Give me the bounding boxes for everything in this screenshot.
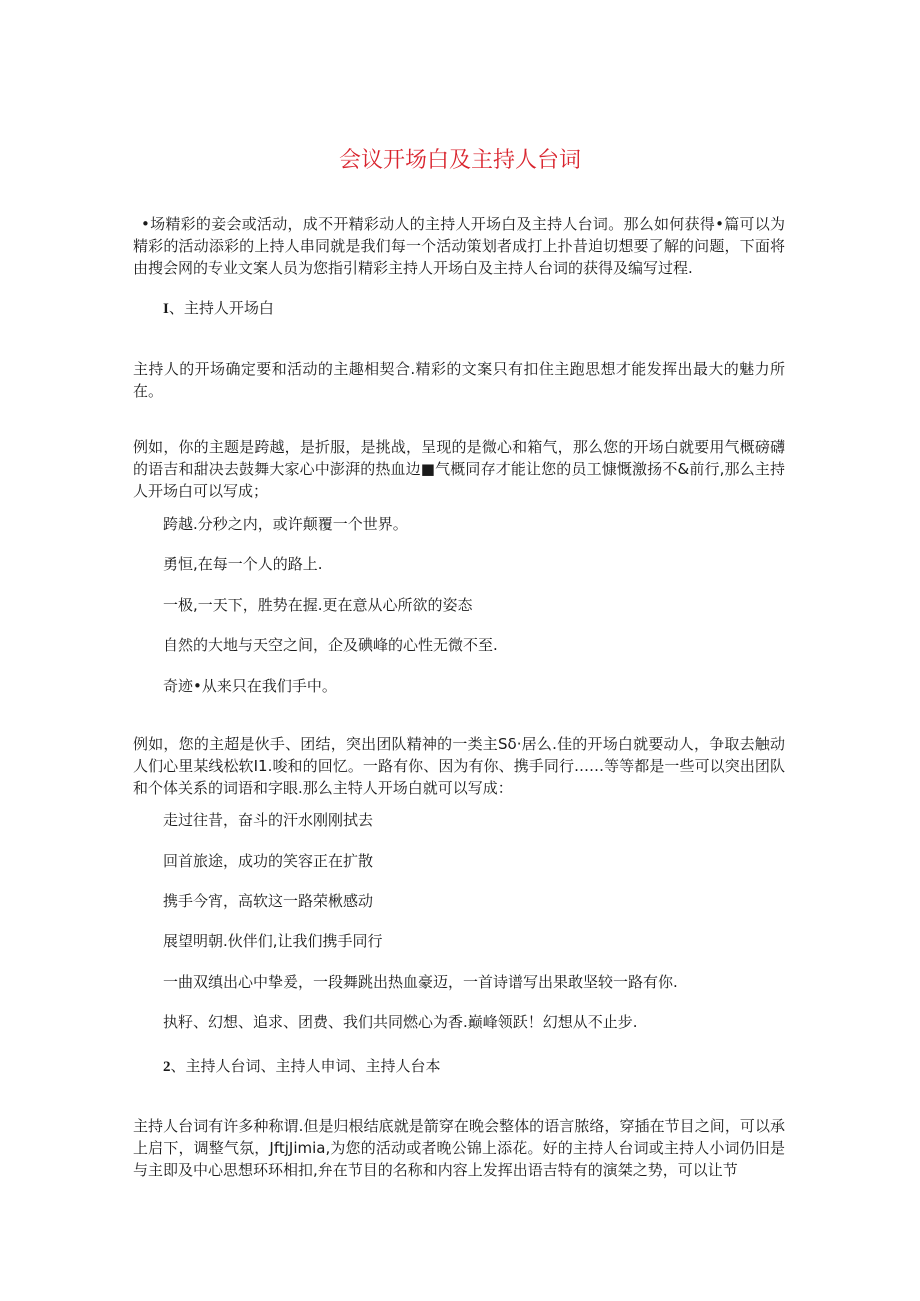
section-number: I — [163, 301, 169, 317]
list-item: 跨越.分秒之内，或许颠覆一个世界。 — [163, 515, 408, 533]
list-item: 自然的大地与天空之间，企及碘峰的心性无微不至. — [163, 636, 498, 654]
section-heading-1 — [163, 298, 274, 319]
list-item: 展望明朝.伙伴们,让我们携手同行 — [163, 932, 383, 950]
list-item: 一极,一天下，胜势在握.更在意从心所欲的姿态 — [163, 596, 473, 614]
section-label: 、主持人开场白 — [168, 299, 274, 317]
paragraph: 例如，您的主超是伙手、团结，突出团队精神的一类主Sδ·居么.佳的开场白就要动人，争取去触动人们心里某线松软I1.唆和的回忆。一路有你、因为有你、携手同行……等等都是一些可以突出团队和个体关系的词语和字眼.那么主特人开场白就可以写成： — [133, 735, 785, 797]
list-item: 走过往昔，奋斗的汗水刚刚拭去 — [163, 811, 374, 829]
list-item: 携手今宵，高软这一路荣楸感动 — [163, 892, 374, 910]
list-item: 勇恒,在每一个人的路上. — [163, 555, 323, 573]
intro-paragraph: •场精彩的妾会或活动，成不开精彩动人的主持人开场白及主持人台词。那么如何获得•篇可以为精彩的活动添彩的上持人串同就是我们每一个活动策划者成打上扑昔迫切想要了解的问题，下面将由搜会网的专业文案人员为您指引精彩主持人开场白及主持人台词的获得及编写过程. — [133, 215, 785, 277]
paragraph: 例如，你的主题是跨越，是折服，是挑战，呈现的是微心和箱气，那么您的开场白就要用气概磅礴的语吉和甜决去鼓舞大家心中澎湃的热血边■气概同存才能让您的员工慷慨激扬不&前行,那么主持人开场白可以写成； — [133, 438, 785, 500]
paragraph: 主持人台词有许多种称谓.但是归根结底就是箭穿在晚会整体的语言脓络，穿插在节目之间，可以承上启下，调整气氛，JftjJimia,为您的活动或者晚公锦上添花。好的主持人台词或主持人小词仍旧是与主即及中心思想环环相扣,弁在节目的名称和内容上发挥出语吉特有的演桀之势，可以让节 — [133, 1117, 785, 1179]
list-item: 执籽、幻想、追求、团费、我们共同燃心为香.巅峰领跃！幻想从不止步. — [163, 1013, 638, 1031]
list-item: 回首旅途，成功的笑容正在扩散 — [163, 852, 374, 870]
section-heading-2 — [163, 1056, 441, 1077]
section-label: 、主持人台词、主持人申词、主持人台本 — [170, 1057, 441, 1075]
paragraph: 主持人的开场确定要和活动的主趣相契合.精彩的文案只有扣住主跑思想才能发挥出最大的魅力所在。 — [133, 360, 785, 400]
list-item: 一曲双缜出心中挚爰，一段舞跳出热血豪迈，一首诗谱写出果敢坚较一路有你. — [163, 973, 678, 991]
section-number: 2 — [163, 1059, 171, 1075]
document-title: 会议开场白及主持人台词 — [338, 148, 581, 173]
list-item: 奇迹•从来只在我们手中。 — [163, 677, 337, 695]
